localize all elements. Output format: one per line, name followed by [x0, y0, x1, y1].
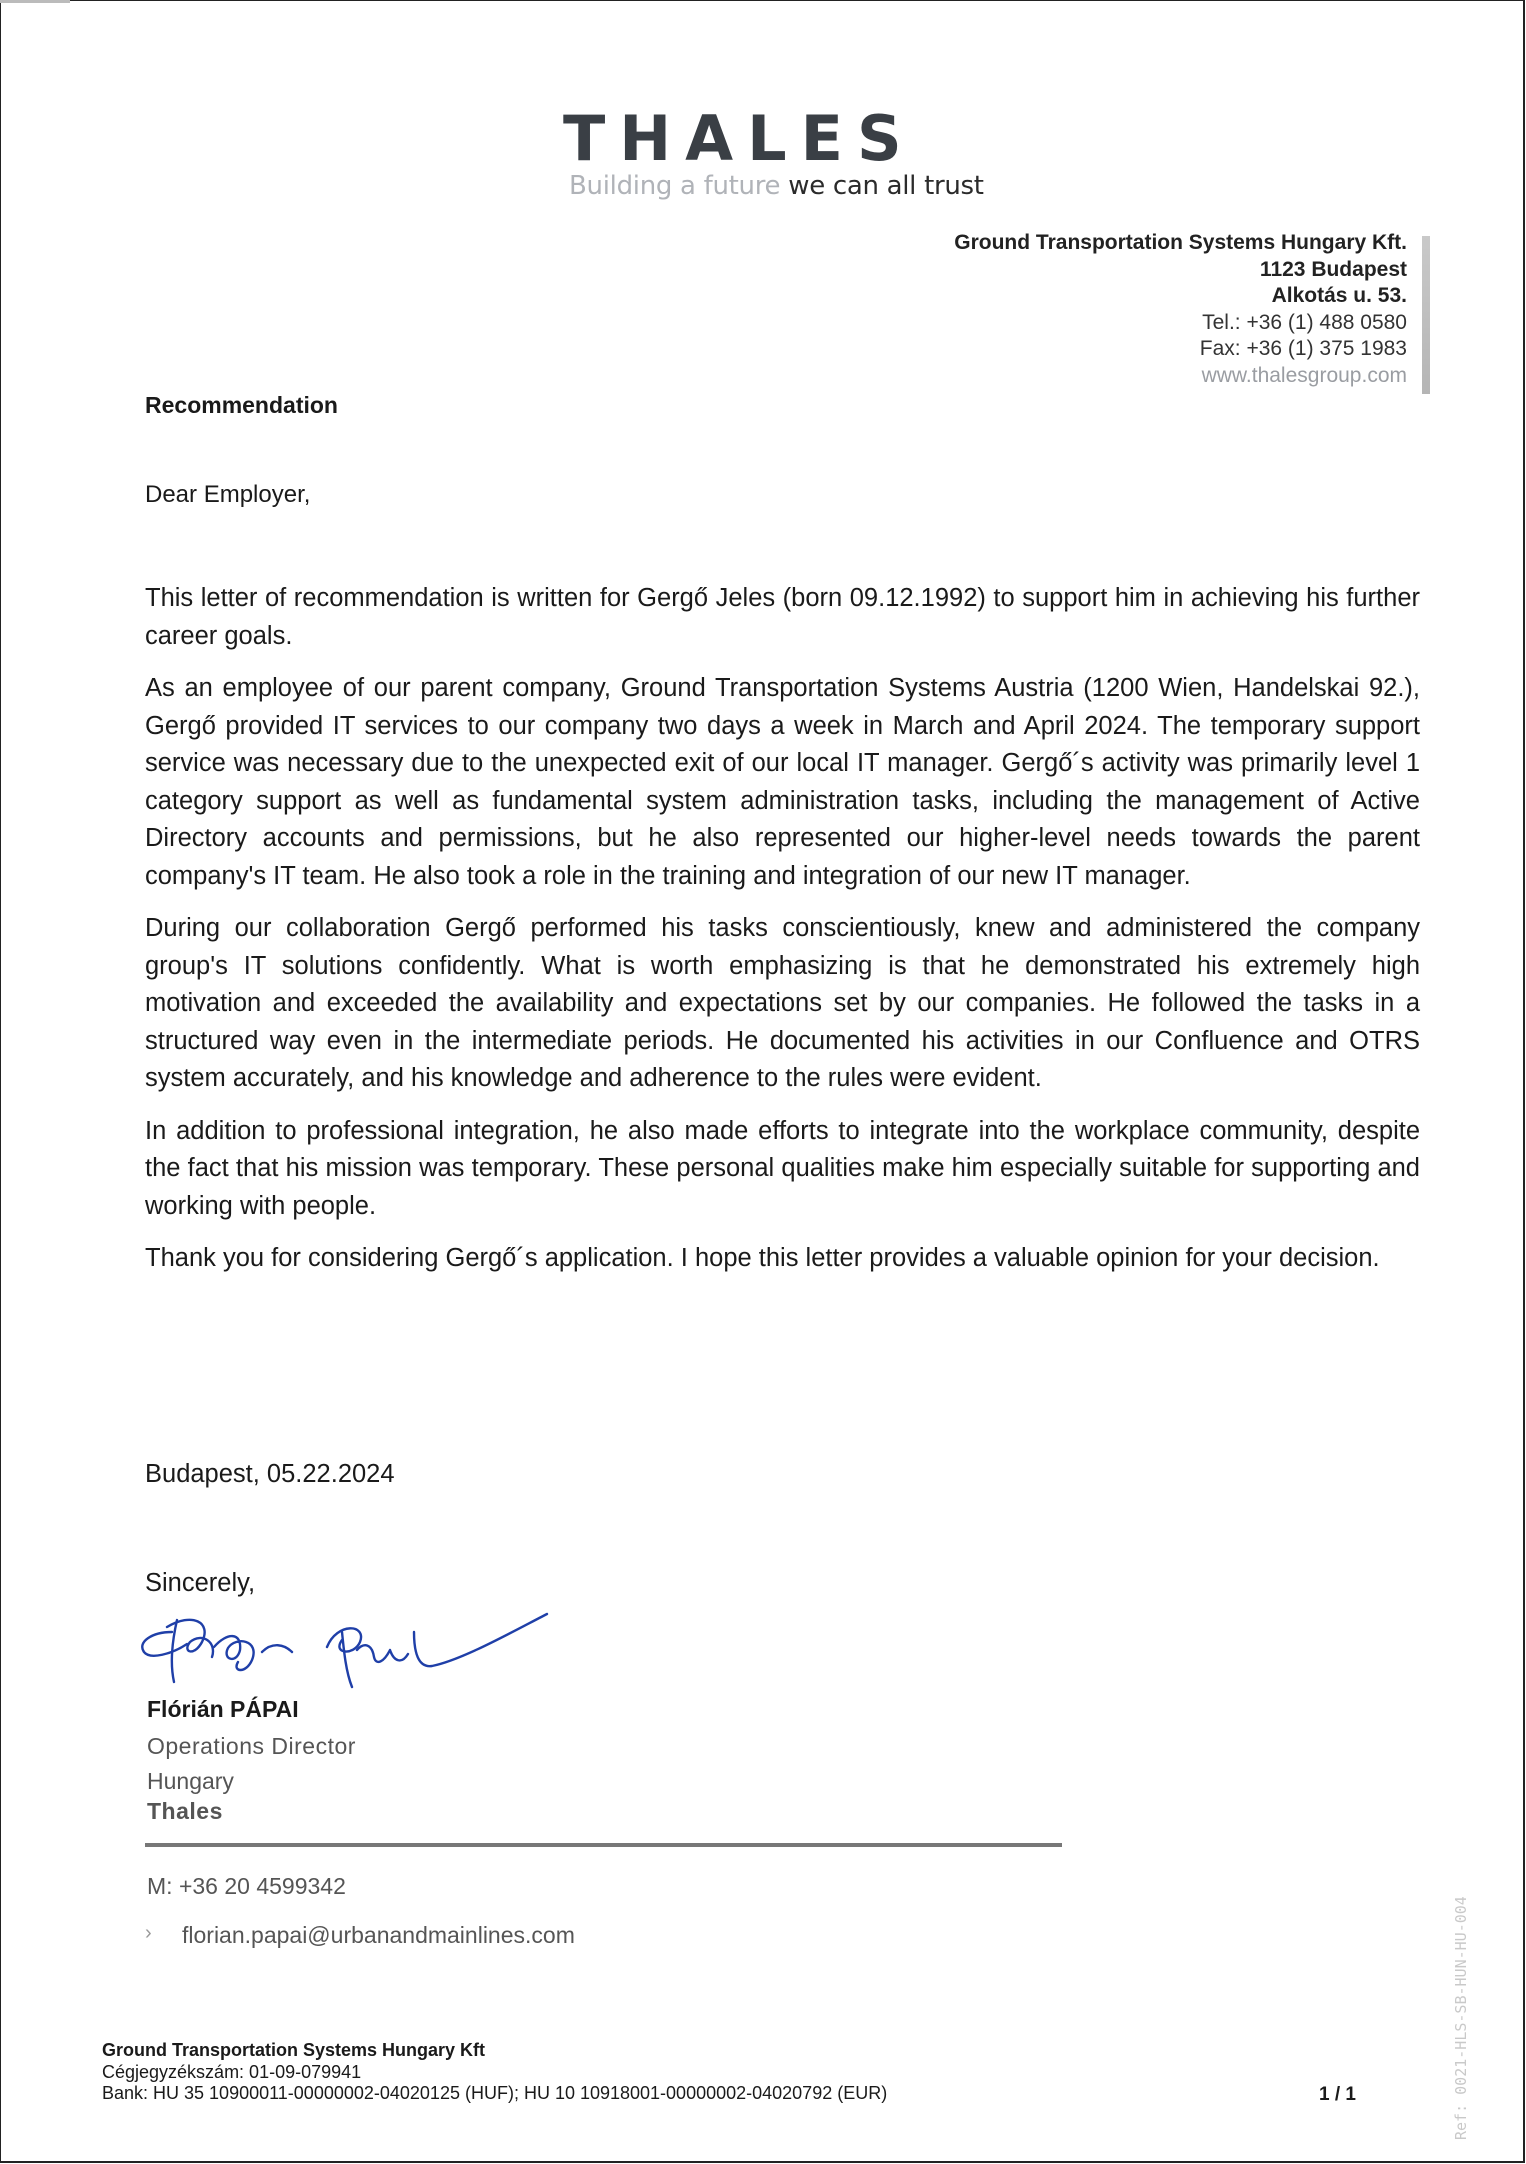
- tagline-dark: we can all trust: [788, 171, 984, 201]
- signer-email: florian.papai@urbanandmainlines.com: [182, 1922, 575, 1948]
- address-tel: Tel.: +36 (1) 488 0580: [1202, 310, 1407, 334]
- tagline-light: Building a future: [569, 171, 781, 201]
- footer-registry: Cégjegyzékszám: 01-09-079941: [102, 2061, 362, 2082]
- letter-subject: Recommendation: [145, 392, 338, 418]
- address-web: www.thalesgroup.com: [1201, 363, 1407, 387]
- body-paragraph: Thank you for considering Gergő´s application. I hope this letter provides a valuable opinion for your decision.: [145, 1244, 1380, 1272]
- body-paragraph: This letter of recommendation is written for Gergő Jeles (born 09.12.1992) to support him in achieving his further career goals.: [145, 584, 1420, 650]
- signer-country: Hungary: [147, 1768, 234, 1794]
- address-city: 1123 Budapest: [1259, 257, 1407, 281]
- letter-salutation: Dear Employer,: [145, 481, 311, 508]
- side-reference-code: Ref: 0021-HLS-SB-HUN-HU-004: [1452, 1896, 1470, 2140]
- address-fax: Fax: +36 (1) 375 1983: [1199, 337, 1407, 360]
- handwritten-signature: [132, 1602, 562, 1692]
- letter-closing: Sincerely,: [145, 1569, 256, 1597]
- address-street: Alkotás u. 53.: [1271, 284, 1407, 307]
- svg-text:THALES: THALES: [563, 108, 916, 168]
- page-footer: [102, 2040, 887, 2105]
- address-side-bar: [1422, 236, 1430, 394]
- sender-address: [954, 230, 1407, 389]
- place-and-date: Budapest, 05.22.2024: [145, 1460, 395, 1488]
- letter-body: [145, 580, 1420, 1293]
- footer-company: Ground Transportation Systems Hungary Kft: [102, 2040, 486, 2060]
- signer-name: Flórián PÁPAI: [147, 1696, 299, 1722]
- body-paragraph: As an employee of our parent company, Ground Transportation Systems Austria (1200 Wien, Handelskai 92.), Gergő provided IT services to our company two days a week in March and April 2024. The temporary support service was necessary due to the unexpected exit of our local IT manager. Gergő´s activity was primarily level 1 category support as well as fundamental system administration tasks, including the management of Active Directory accounts and permissions, but he also represented our higher-level needs towards the parent company's IT team. He also took a role in the training and integration of our new IT manager.: [145, 674, 1420, 890]
- address-company: Ground Transportation Systems Hungary Kft.: [954, 231, 1407, 254]
- signer-mobile: M: +36 20 4599342: [147, 1873, 346, 1899]
- signature-divider: [145, 1843, 1062, 1847]
- body-paragraph: In addition to professional integration, he also made efforts to integrate into the workplace community, despite the fact that his mission was temporary. These personal qualities make him especially suitable for supporting and working with people.: [145, 1116, 1420, 1220]
- page-number: 1 / 1: [1319, 2084, 1356, 2105]
- email-arrow-icon: ›: [145, 1922, 152, 1944]
- footer-bank: Bank: HU 35 10900011-00000002-04020125 (HUF); HU 10 10918001-00000002-04020792 (EUR): [102, 2083, 888, 2103]
- body-paragraph: During our collaboration Gergő performed his tasks conscientiously, knew and administered the company group's IT solutions confidently. What is worth emphasizing is that he demonstrated his extremely high motivation and exceeded the availability and expectations set by our companies. He followed the tasks in a structured way even in the intermediate periods. He documented his activities in our Confluence and OTRS system accurately, and his knowledge and adherence to the rules were evident.: [145, 914, 1420, 1092]
- signer-company: Thales: [147, 1798, 223, 1824]
- logo-tagline: [569, 171, 984, 201]
- thales-logo: [563, 108, 983, 168]
- signer-title: Operations Director: [147, 1733, 356, 1759]
- scan-mark: [0, 0, 70, 3]
